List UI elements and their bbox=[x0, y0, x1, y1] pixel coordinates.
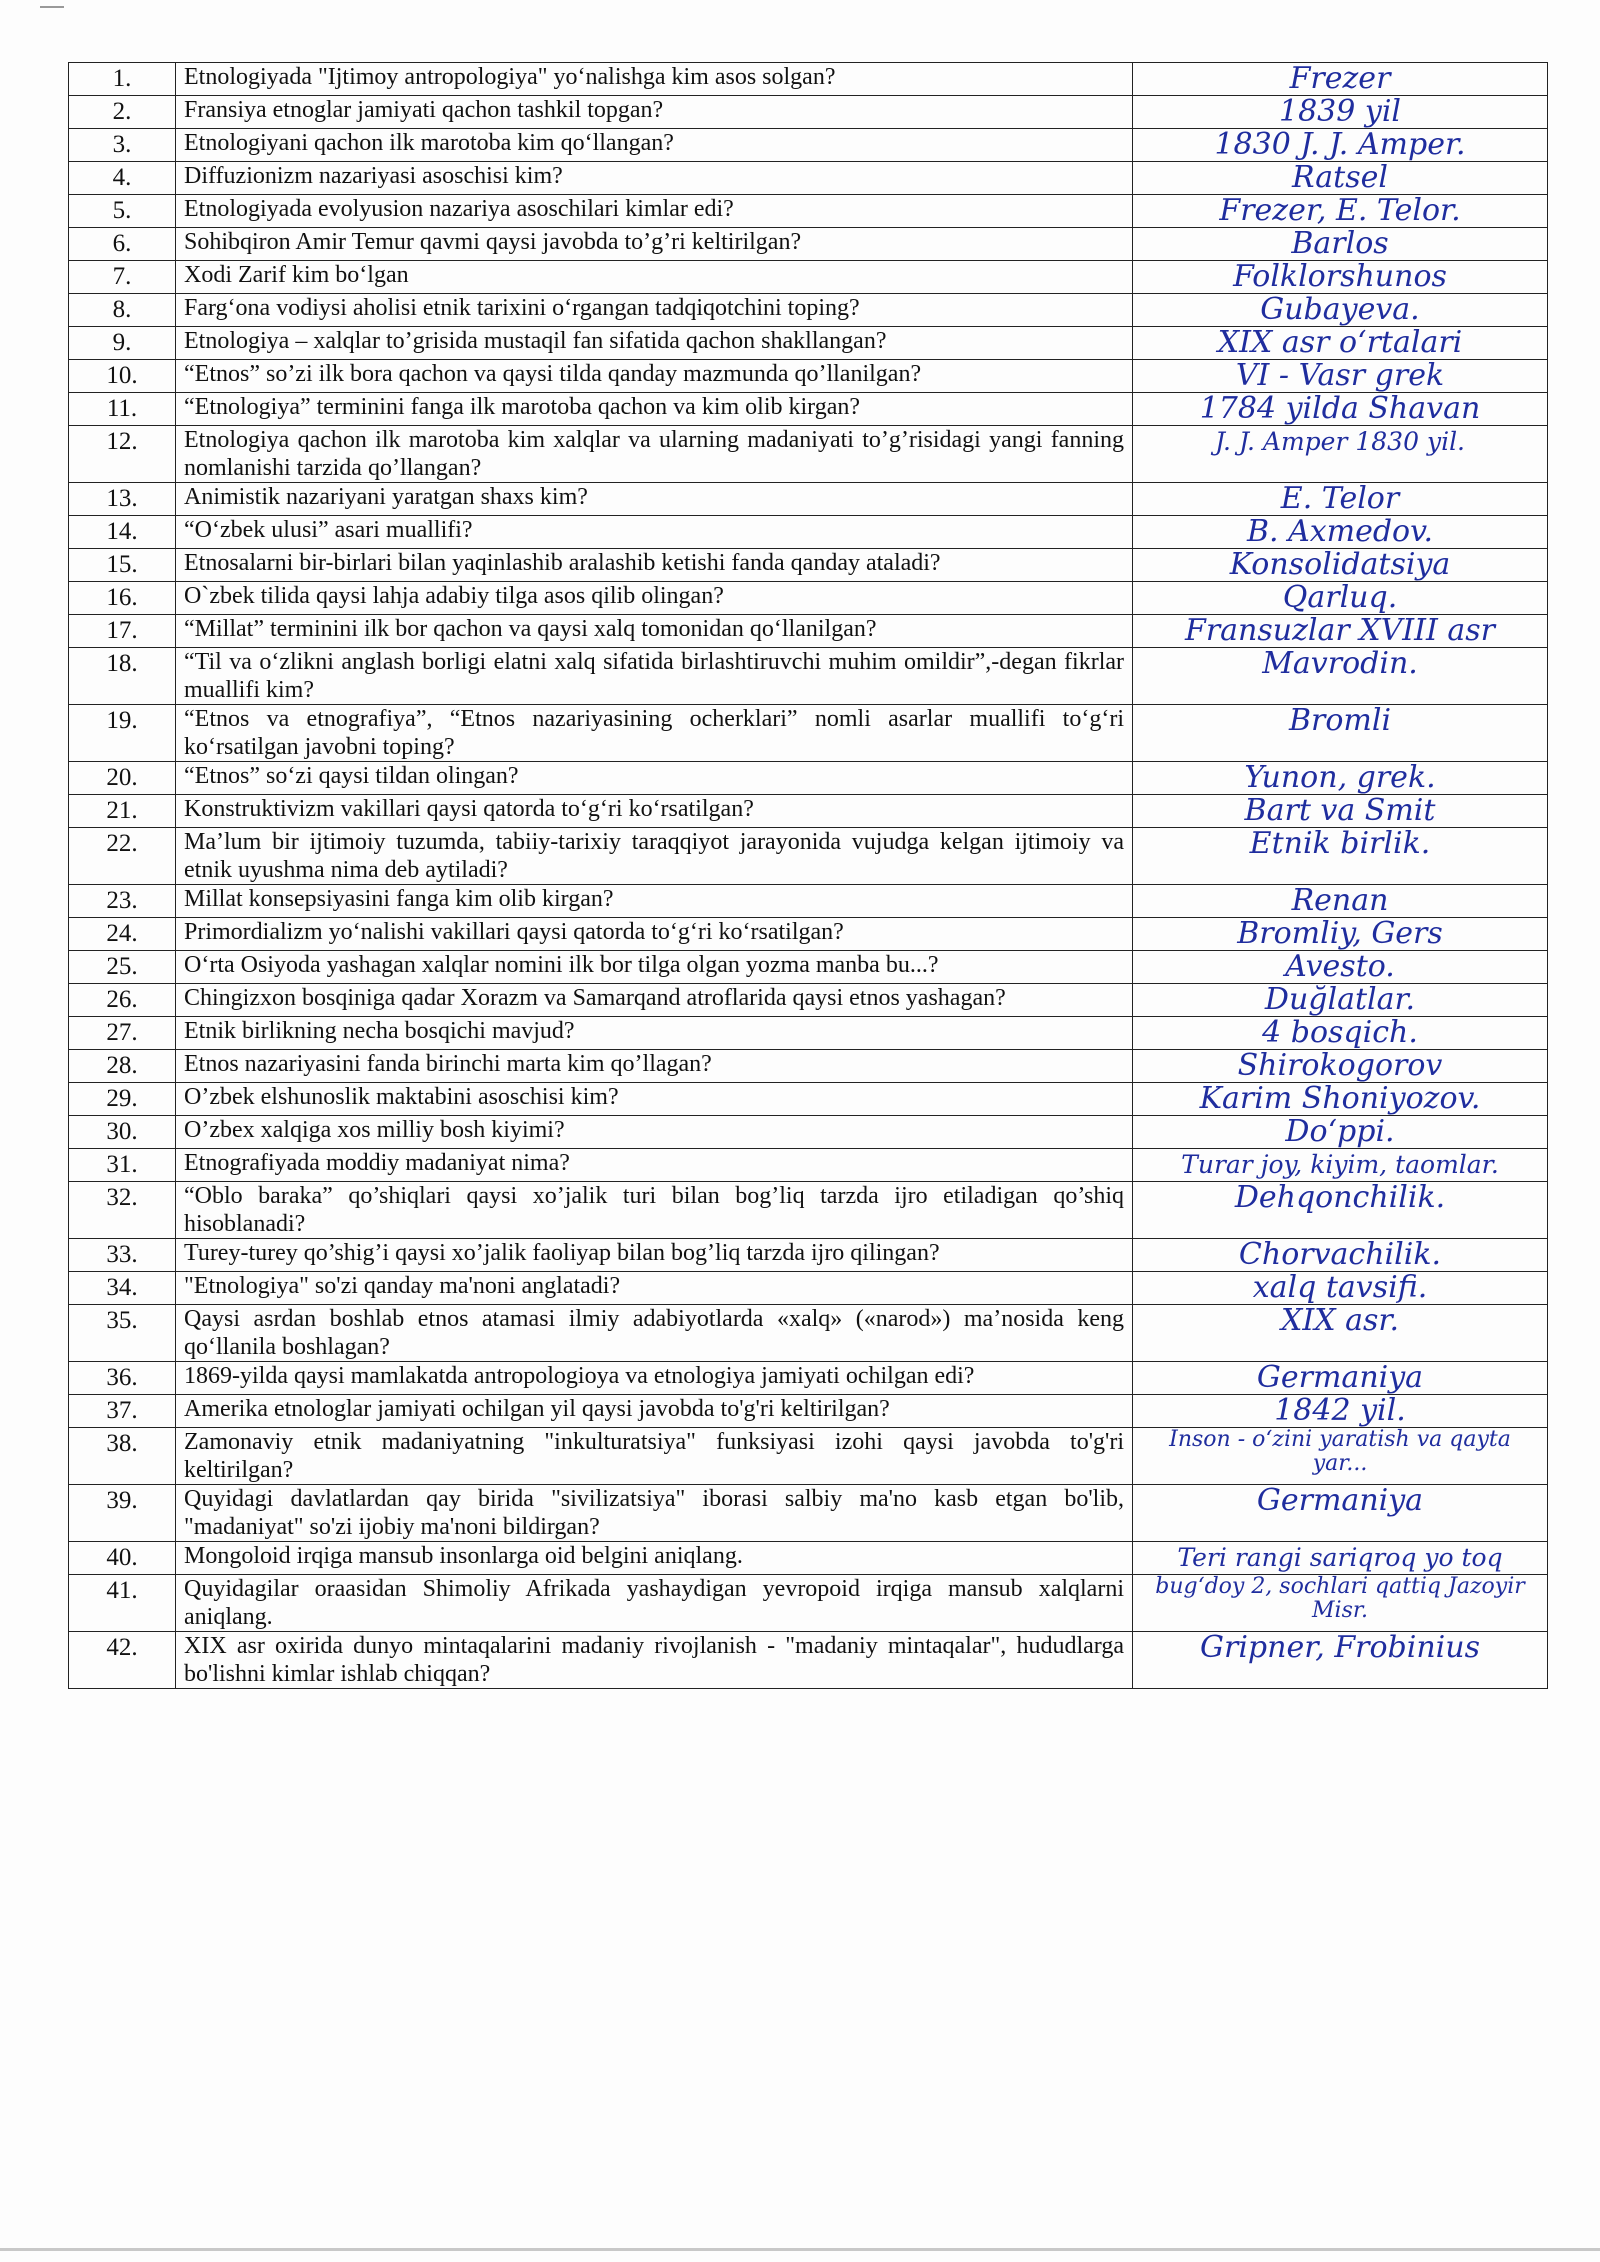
table-row bbox=[69, 360, 1548, 393]
table-row bbox=[69, 1305, 1548, 1362]
question-number: 19. bbox=[69, 705, 176, 762]
question-text: “Millat” terminini ilk bor qachon va qaysi xalq tomonidan qo‘llanilgan? bbox=[176, 615, 1133, 648]
question-number: 37. bbox=[69, 1395, 176, 1428]
handwritten-answer: Frezer, E. Telor. bbox=[1133, 195, 1548, 228]
handwritten-answer: Frezer bbox=[1133, 63, 1548, 96]
table-row bbox=[69, 1362, 1548, 1395]
question-text: Etnologiyani qachon ilk marotoba kim qo‘llangan? bbox=[176, 129, 1133, 162]
handwritten-answer: 1784 yilda Shavan bbox=[1133, 393, 1548, 426]
question-number: 12. bbox=[69, 426, 176, 483]
question-number: 23. bbox=[69, 885, 176, 918]
question-text: Animistik nazariyani yaratgan shaxs kim? bbox=[176, 483, 1133, 516]
table-row bbox=[69, 1182, 1548, 1239]
table-row bbox=[69, 1116, 1548, 1149]
question-number: 29. bbox=[69, 1083, 176, 1116]
question-number: 8. bbox=[69, 294, 176, 327]
question-text: Sohibqiron Amir Temur qavmi qaysi javobda to’g’ri keltirilgan? bbox=[176, 228, 1133, 261]
question-text: O’zbek elshunoslik maktabini asoschisi kim? bbox=[176, 1083, 1133, 1116]
table-body bbox=[69, 63, 1548, 1689]
handwritten-answer: J. J. Amper 1830 yil. bbox=[1133, 426, 1548, 483]
table-row bbox=[69, 549, 1548, 582]
question-number: 16. bbox=[69, 582, 176, 615]
question-text: Farg‘ona vodiysi aholisi etnik tarixini o‘rgangan tadqiqotchini toping? bbox=[176, 294, 1133, 327]
handwritten-answer: Do‘ppi. bbox=[1133, 1116, 1548, 1149]
question-text: Ma’lum bir ijtimoiy tuzumda, tabiiy-tarixiy taraqqiyot jarayonida vujudga kelgan ijtimoiy va etnik uyushma nima deb aytiladi? bbox=[176, 828, 1133, 885]
question-number: 21. bbox=[69, 795, 176, 828]
table-row bbox=[69, 648, 1548, 705]
question-text: Turey-turey qo’shig’i qaysi xo’jalik faoliyap bilan bog’liq tarzda ijro qilingan? bbox=[176, 1239, 1133, 1272]
handwritten-answer: Turar joy, kiyim, taomlar. bbox=[1133, 1149, 1548, 1182]
question-number: 36. bbox=[69, 1362, 176, 1395]
question-text: Millat konsepsiyasini fanga kim olib kirgan? bbox=[176, 885, 1133, 918]
question-number: 30. bbox=[69, 1116, 176, 1149]
handwritten-answer: Mavrodin. bbox=[1133, 648, 1548, 705]
table-row bbox=[69, 1239, 1548, 1272]
question-number: 5. bbox=[69, 195, 176, 228]
question-text: Etnik birlikning necha bosqichi mavjud? bbox=[176, 1017, 1133, 1050]
table-row bbox=[69, 984, 1548, 1017]
question-number: 40. bbox=[69, 1542, 176, 1575]
scan-edge bbox=[0, 2248, 1600, 2251]
question-text: “Etnos va etnografiya”, “Etnos nazariyasining ocherklari” nomli asarlar muallifi to‘g‘ri ko‘rsatilgan javobni toping? bbox=[176, 705, 1133, 762]
question-text: Etnologiya qachon ilk marotoba kim xalqlar va ularning madaniyati to’g’risidagi yangi fanning nomlanishi tarzida qo’llangan? bbox=[176, 426, 1133, 483]
question-text: Mongoloid irqiga mansub insonlarga oid belgini aniqlang. bbox=[176, 1542, 1133, 1575]
question-number: 25. bbox=[69, 951, 176, 984]
question-text: Quyidagi davlatlardan qay birida "sivilizatsiya" iborasi salbiy ma'no kasb etgan bo'lib, "madaniyat" so'zi ijobiy ma'noni bildirgan? bbox=[176, 1485, 1133, 1542]
question-text: Etnologiyada evolyusion nazariya asoschilari kimlar edi? bbox=[176, 195, 1133, 228]
table-row bbox=[69, 96, 1548, 129]
handwritten-answer: Dehqonchilik. bbox=[1133, 1182, 1548, 1239]
table-row bbox=[69, 582, 1548, 615]
question-number: 13. bbox=[69, 483, 176, 516]
question-text: Xodi Zarif kim bo‘lgan bbox=[176, 261, 1133, 294]
handwritten-answer: Qarluq. bbox=[1133, 582, 1548, 615]
table-row bbox=[69, 1272, 1548, 1305]
handwritten-answer: Barlos bbox=[1133, 228, 1548, 261]
question-number: 2. bbox=[69, 96, 176, 129]
table-row bbox=[69, 1083, 1548, 1116]
table-row bbox=[69, 195, 1548, 228]
question-text: O‘rta Osiyoda yashagan xalqlar nomini ilk bor tilga olgan yozma manba bu...? bbox=[176, 951, 1133, 984]
table-row bbox=[69, 705, 1548, 762]
handwritten-answer: Bromli bbox=[1133, 705, 1548, 762]
question-number: 3. bbox=[69, 129, 176, 162]
handwritten-answer: Chorvachilik. bbox=[1133, 1239, 1548, 1272]
question-text: “Etnos” so’zi ilk bora qachon va qaysi tilda qanday mazmunda qo’llanilgan? bbox=[176, 360, 1133, 393]
question-number: 34. bbox=[69, 1272, 176, 1305]
handwritten-answer: Gripner, Frobinius bbox=[1133, 1632, 1548, 1689]
handwritten-answer: 4 bosqich. bbox=[1133, 1017, 1548, 1050]
table-row bbox=[69, 885, 1548, 918]
handwritten-answer: Folklorshunos bbox=[1133, 261, 1548, 294]
question-number: 28. bbox=[69, 1050, 176, 1083]
table-row bbox=[69, 762, 1548, 795]
question-number: 35. bbox=[69, 1305, 176, 1362]
question-number: 38. bbox=[69, 1428, 176, 1485]
handwritten-answer: Shirokogorov bbox=[1133, 1050, 1548, 1083]
question-text: “Til va o‘zlikni anglash borligi elatni xalq sifatida birlashtiruvchi muhim omildir”,-degan fikrlar muallifi kim? bbox=[176, 648, 1133, 705]
table-row bbox=[69, 294, 1548, 327]
table-row bbox=[69, 1428, 1548, 1485]
question-text: Qaysi asrdan boshlab etnos atamasi ilmiy adabiyotlarda «xalq» («narod») ma’nosida keng qo‘llanila boshlagan? bbox=[176, 1305, 1133, 1362]
table-row bbox=[69, 261, 1548, 294]
handwritten-answer: Renan bbox=[1133, 885, 1548, 918]
table-row bbox=[69, 795, 1548, 828]
question-number: 41. bbox=[69, 1575, 176, 1632]
question-text: Etnos nazariyasini fanda birinchi marta kim qo’llagan? bbox=[176, 1050, 1133, 1083]
table-row bbox=[69, 1485, 1548, 1542]
question-number: 27. bbox=[69, 1017, 176, 1050]
question-text: “Etnologiya” terminini fanga ilk marotoba qachon va kim olib kirgan? bbox=[176, 393, 1133, 426]
question-number: 22. bbox=[69, 828, 176, 885]
question-text: XIX asr oxirida dunyo mintaqalarini madaniy rivojlanish - "madaniy mintaqalar", hududlarga bo'lishni kimlar ishlab chiqqan? bbox=[176, 1632, 1133, 1689]
handwritten-answer: Duğlatlar. bbox=[1133, 984, 1548, 1017]
question-number: 42. bbox=[69, 1632, 176, 1689]
question-text: Chingizxon bosqiniga qadar Xorazm va Samarqand atroflarida qaysi etnos yashagan? bbox=[176, 984, 1133, 1017]
handwritten-answer: Gubayeva. bbox=[1133, 294, 1548, 327]
handwritten-answer: Bromliy, Gers bbox=[1133, 918, 1548, 951]
handwritten-answer: E. Telor bbox=[1133, 483, 1548, 516]
table-row bbox=[69, 918, 1548, 951]
table-row bbox=[69, 516, 1548, 549]
table-row bbox=[69, 129, 1548, 162]
question-number: 1. bbox=[69, 63, 176, 96]
table-row bbox=[69, 1395, 1548, 1428]
handwritten-answer: 1830 J. J. Amper. bbox=[1133, 129, 1548, 162]
table-row bbox=[69, 1575, 1548, 1632]
table-row bbox=[69, 828, 1548, 885]
question-number: 14. bbox=[69, 516, 176, 549]
handwritten-answer: Yunon, grek. bbox=[1133, 762, 1548, 795]
question-number: 18. bbox=[69, 648, 176, 705]
question-number: 17. bbox=[69, 615, 176, 648]
question-text: Amerika etnologlar jamiyati ochilgan yil qaysi javobda to'g'ri keltirilgan? bbox=[176, 1395, 1133, 1428]
question-text: Etnologiyada "Ijtimoy antropologiya" yo‘nalishga kim asos solgan? bbox=[176, 63, 1133, 96]
question-number: 7. bbox=[69, 261, 176, 294]
handwritten-answer: 1842 yil. bbox=[1133, 1395, 1548, 1428]
table-row bbox=[69, 951, 1548, 984]
question-number: 24. bbox=[69, 918, 176, 951]
question-text: Zamonaviy etnik madaniyatning "inkulturatsiya" funksiyasi izohi qaysi javobda to'g'ri keltirilgan? bbox=[176, 1428, 1133, 1485]
question-text: 1869-yilda qaysi mamlakatda antropologioya va etnologiya jamiyati ochilgan edi? bbox=[176, 1362, 1133, 1395]
table-row bbox=[69, 162, 1548, 195]
question-number: 20. bbox=[69, 762, 176, 795]
handwritten-answer: Etnik birlik. bbox=[1133, 828, 1548, 885]
question-text: “Etnos” so‘zi qaysi tildan olingan? bbox=[176, 762, 1133, 795]
table-row bbox=[69, 483, 1548, 516]
question-number: 31. bbox=[69, 1149, 176, 1182]
handwritten-answer: Germaniya bbox=[1133, 1485, 1548, 1542]
handwritten-answer: bug‘doy 2, sochlari qattiq Jazoyir Misr. bbox=[1133, 1575, 1548, 1632]
question-text: "Etnologiya" so'zi qanday ma'noni anglatadi? bbox=[176, 1272, 1133, 1305]
question-number: 11. bbox=[69, 393, 176, 426]
question-text: Primordializm yo‘nalishi vakillari qaysi qatorda to‘g‘ri ko‘rsatilgan? bbox=[176, 918, 1133, 951]
question-number: 10. bbox=[69, 360, 176, 393]
table-row bbox=[69, 1542, 1548, 1575]
question-number: 4. bbox=[69, 162, 176, 195]
question-text: O`zbek tilida qaysi lahja adabiy tilga asos qilib olingan? bbox=[176, 582, 1133, 615]
table-row bbox=[69, 327, 1548, 360]
handwritten-answer: XIX asr. bbox=[1133, 1305, 1548, 1362]
table-row bbox=[69, 1149, 1548, 1182]
handwritten-answer: 1839 yil bbox=[1133, 96, 1548, 129]
table-row bbox=[69, 1632, 1548, 1689]
table-row bbox=[69, 1017, 1548, 1050]
table-row bbox=[69, 426, 1548, 483]
handwritten-answer: XIX asr o‘rtalari bbox=[1133, 327, 1548, 360]
handwritten-answer: Ratsel bbox=[1133, 162, 1548, 195]
table-row bbox=[69, 615, 1548, 648]
handwritten-answer: Teri rangi sariqroq yo toq bbox=[1133, 1542, 1548, 1575]
question-text: Diffuzionizm nazariyasi asoschisi kim? bbox=[176, 162, 1133, 195]
handwritten-answer: Inson - o‘zini yaratish va qayta yar... bbox=[1133, 1428, 1548, 1485]
table-row bbox=[69, 228, 1548, 261]
question-number: 39. bbox=[69, 1485, 176, 1542]
question-number: 33. bbox=[69, 1239, 176, 1272]
question-number: 32. bbox=[69, 1182, 176, 1239]
question-text: Fransiya etnoglar jamiyati qachon tashkil topgan? bbox=[176, 96, 1133, 129]
handwritten-answer: VI - Vasr grek bbox=[1133, 360, 1548, 393]
question-text: Konstruktivizm vakillari qaysi qatorda to‘g‘ri ko‘rsatilgan? bbox=[176, 795, 1133, 828]
question-answer-table bbox=[68, 62, 1548, 1689]
question-text: Etnografiyada moddiy madaniyat nima? bbox=[176, 1149, 1133, 1182]
handwritten-answer: Avesto. bbox=[1133, 951, 1548, 984]
question-number: 15. bbox=[69, 549, 176, 582]
table-row bbox=[69, 63, 1548, 96]
question-number: 9. bbox=[69, 327, 176, 360]
question-text: O’zbex xalqiga xos milliy bosh kiyimi? bbox=[176, 1116, 1133, 1149]
handwritten-answer: Bart va Smit bbox=[1133, 795, 1548, 828]
handwritten-answer: Karim Shoniyozov. bbox=[1133, 1083, 1548, 1116]
handwritten-answer: B. Axmedov. bbox=[1133, 516, 1548, 549]
handwritten-answer: Fransuzlar XVIII asr bbox=[1133, 615, 1548, 648]
question-number: 6. bbox=[69, 228, 176, 261]
table-row bbox=[69, 393, 1548, 426]
handwritten-answer: Germaniya bbox=[1133, 1362, 1548, 1395]
handwritten-answer: xalq tavsifi. bbox=[1133, 1272, 1548, 1305]
question-text: Quyidagilar oraasidan Shimoliy Afrikada yashaydigan yevropoid irqiga mansub xalqlarni aniqlang. bbox=[176, 1575, 1133, 1632]
question-number: 26. bbox=[69, 984, 176, 1017]
question-text: Etnologiya – xalqlar to’grisida mustaqil fan sifatida qachon shakllangan? bbox=[176, 327, 1133, 360]
question-text: Etnosalarni bir-birlari bilan yaqinlashib aralashib ketishi fanda qanday ataladi? bbox=[176, 549, 1133, 582]
scan-mark bbox=[40, 6, 64, 8]
table-row bbox=[69, 1050, 1548, 1083]
question-text: “Oblo baraka” qo’shiqlari qaysi xo’jalik turi bilan bog’liq tarzda ijro etiladigan qo’shiq hisoblanadi? bbox=[176, 1182, 1133, 1239]
handwritten-answer: Konsolidatsiya bbox=[1133, 549, 1548, 582]
question-text: “O‘zbek ulusi” asari muallifi? bbox=[176, 516, 1133, 549]
